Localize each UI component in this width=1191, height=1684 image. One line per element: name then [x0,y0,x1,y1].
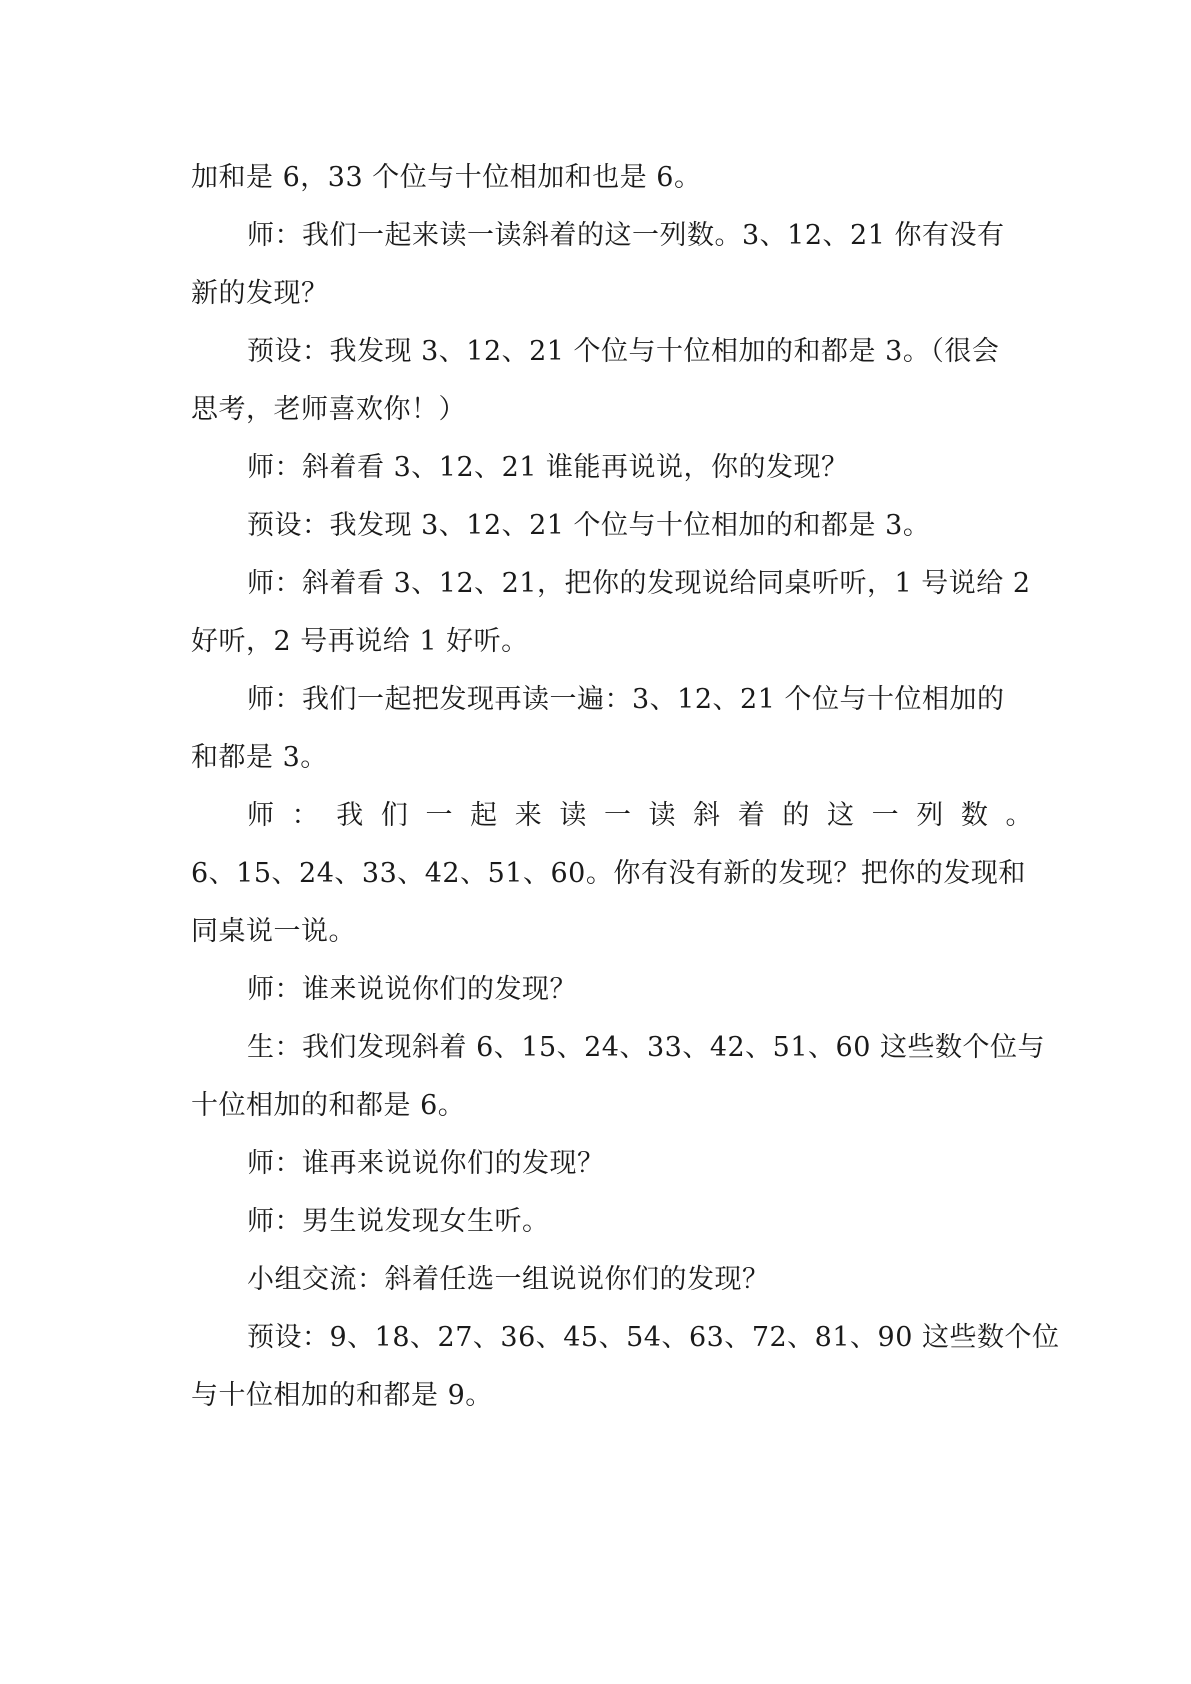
text-line-19: 师：男生说发现女生听。 [247,1206,550,1237]
text-line-12: 师 ： 我 们 一 起 来 读 一 读 斜 着 的 这 一 列 数 。 [247,800,1033,831]
text-line-11: 和都是 3。 [191,742,328,773]
text-line-15: 师：谁来说说你们的发现？ [247,974,577,1005]
text-line-2: 师：我们一起来读一读斜着的这一列数。3、12、21 你有没有 [247,220,1005,251]
text-line-5: 思考，老师喜欢你！） [191,394,466,425]
text-line-10: 师：我们一起把发现再读一遍：3、12、21 个位与十位相加的 [247,684,1005,715]
text-line-20: 小组交流：斜着任选一组说说你们的发现？ [247,1264,770,1295]
text-line-4: 预设：我发现 3、12、21 个位与十位相加的和都是 3。（很会 [247,336,1000,367]
text-line-1: 加和是 6，33 个位与十位相加和也是 6。 [191,162,702,193]
text-line-17: 十位相加的和都是 6。 [191,1090,466,1121]
text-line-14: 同桌说一说。 [191,916,356,947]
text-line-7: 预设：我发现 3、12、21 个位与十位相加的和都是 3。 [247,510,931,541]
text-line-21: 预设：9、18、27、36、45、54、63、72、81、90 这些数个位 [247,1322,1060,1353]
text-line-8: 师：斜着看 3、12、21，把你的发现说给同桌听听，1 号说给 2 [247,568,1031,599]
text-line-13: 6、15、24、33、42、51、60。你有没有新的发现？把你的发现和 [191,858,1026,889]
text-line-22: 与十位相加的和都是 9。 [191,1380,493,1411]
text-line-6: 师：斜着看 3、12、21 谁能再说说，你的发现？ [247,452,849,483]
text-line-16: 生：我们发现斜着 6、15、24、33、42、51、60 这些数个位与 [247,1032,1045,1063]
text-line-18: 师：谁再来说说你们的发现？ [247,1148,605,1179]
text-line-3: 新的发现？ [191,278,329,309]
text-line-9: 好听，2 号再说给 1 好听。 [191,626,529,657]
